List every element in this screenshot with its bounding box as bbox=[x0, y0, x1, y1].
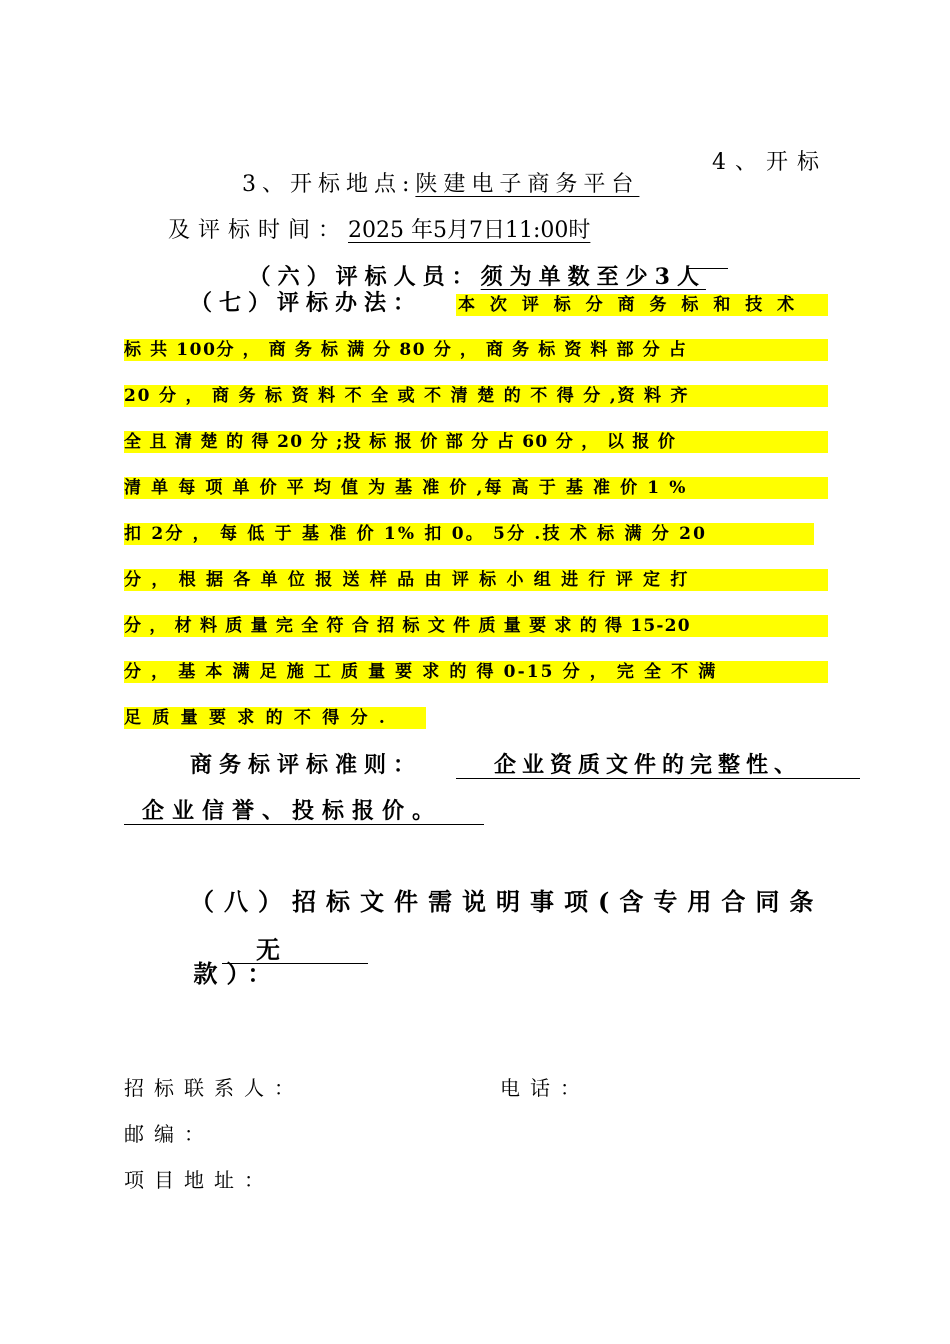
commercial-rule-value-line1: 企业资质文件的完整性、 bbox=[494, 752, 803, 778]
section6-label: （六）评标人员： bbox=[248, 264, 481, 290]
commercial-rule-underline-2 bbox=[124, 824, 484, 825]
paragraph-line: 足 质 量 要 求 的 不 得 分 . bbox=[124, 708, 388, 728]
paragraph-line: 全 且 清 楚 的 得 20 分 ;投 标 报 价 部 分 占 60 分 ， 以 报 价 bbox=[124, 432, 677, 452]
address-label: 项目地址： bbox=[124, 1168, 274, 1192]
item3-label: 3、开标地点: bbox=[241, 172, 416, 197]
item4-label-part2: 及评标时间： bbox=[167, 218, 348, 243]
item4-label-part1: 4、开标 bbox=[712, 150, 828, 175]
commercial-rule-underline-1 bbox=[456, 778, 860, 779]
paragraph-line: 扣 2分 ， 每 低 于 基 准 价 1% 扣 0。 5分 .技 术 标 满 分 20 bbox=[124, 524, 708, 544]
commercial-rule-label: 商务标评标准则： bbox=[190, 752, 423, 778]
section8-underline bbox=[222, 963, 368, 964]
paragraph-line: 清 单 每 项 单 价 平 均 值 为 基 准 价 ,每 高 于 基 准 价 1 % bbox=[124, 478, 688, 498]
section8-label-line1: （八）招标文件需说明事项(含专用合同条 bbox=[190, 887, 824, 916]
commercial-rule-value-line2: 企业信誉、投标报价。 bbox=[142, 798, 443, 824]
postcode-label: 邮编： bbox=[124, 1122, 214, 1146]
paragraph-line: 分 ， 材 料 质 量 完 全 符 合 招 标 文 件 质 量 要 求 的 得 15-20 bbox=[124, 616, 691, 636]
phone-label: 电话： bbox=[500, 1076, 590, 1100]
section7-label: （七）评标办法： bbox=[190, 290, 423, 316]
item3-value: 陕建电子商务平台 bbox=[415, 172, 640, 197]
item4-value: 2025 年5月7日11:00时 bbox=[348, 218, 591, 243]
paragraph-line: 20 分 ， 商 务 标 资 料 不 全 或 不 清 楚 的 不 得 分 ,资 料 齐 bbox=[124, 386, 690, 406]
section8-value: 无 bbox=[256, 935, 280, 964]
contact-label: 招标联系人： bbox=[124, 1076, 304, 1100]
paragraph-line: 分 ， 根 据 各 单 位 报 送 样 品 由 评 标 小 组 进 行 评 定 打 bbox=[124, 570, 690, 590]
paragraph-line: 分 ， 基 本 满 足 施 工 质 量 要 求 的 得 0-15 分 ， 完 全 不 满 bbox=[124, 662, 718, 682]
paragraph-line: 标 共 100分 ， 商 务 标 满 分 80 分 ， 商 务 标 资 料 部 分 占 bbox=[124, 340, 688, 360]
section8-label-line2-text: 款）： bbox=[193, 959, 281, 988]
section6-underline-tail bbox=[688, 268, 728, 269]
section6-value: 须为单数至少3人 bbox=[480, 264, 706, 290]
paragraph-line: 本 次 评 标 分 商 务 标 和 技 术 bbox=[458, 295, 799, 315]
